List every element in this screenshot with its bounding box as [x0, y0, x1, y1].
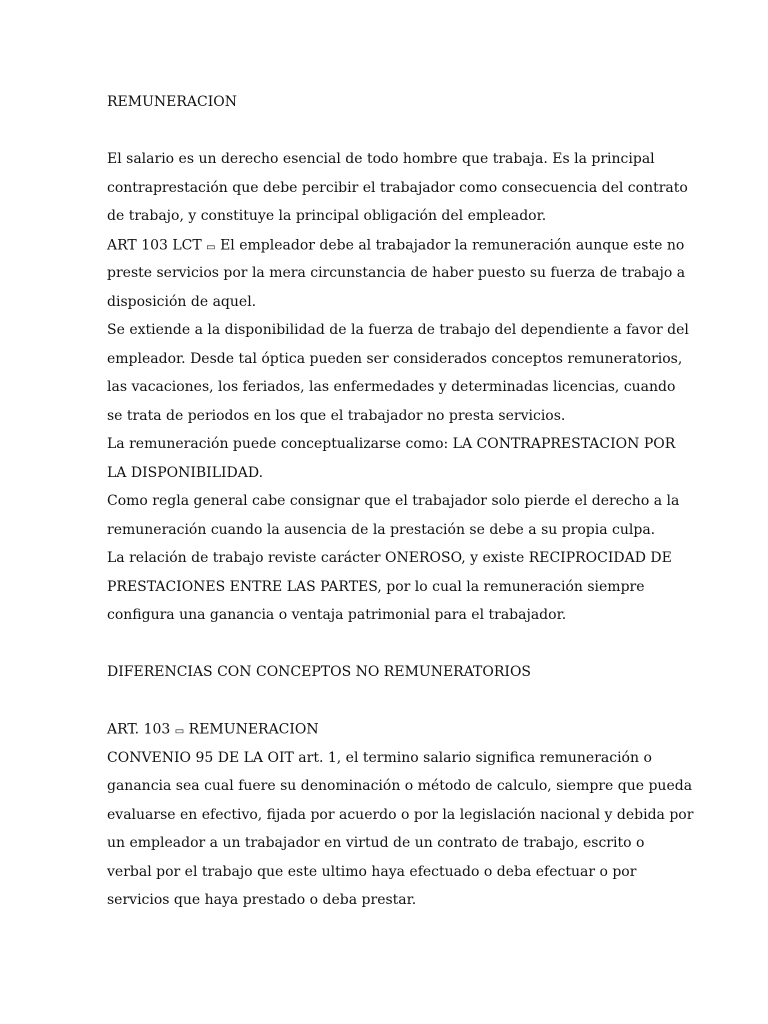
- text-line: El salario es un derecho esencial de todo hombre que trabaja. Es la principal: [107, 151, 655, 167]
- blank-line: [107, 117, 707, 146]
- text-line: disposición de aquel.: [107, 293, 257, 310]
- text-line: configura una ganancia o ventaja patrimonial para el trabajador.: [107, 607, 567, 623]
- text-line: servicios que haya prestado o deba prestar.: [107, 892, 417, 908]
- blank-line: [107, 630, 707, 659]
- text-line: La remuneración puede conceptualizarse como: LA CONTRAPRESTACION POR: [107, 436, 676, 452]
- text-segment: ART. 103: [107, 721, 175, 738]
- text-line: se trata de periodos en los que el trabajador no presta servicios.: [107, 407, 566, 424]
- text-line: preste servicios por la mera circunstancia de haber puesto su fuerza de trabajo a: [107, 265, 686, 281]
- text-segment: El empleador debe al trabajador la remuneración aunque este no: [215, 236, 685, 253]
- text-line: ganancia sea cual fuere su denominación o método de calculo, siempre que pueda: [107, 778, 693, 794]
- text-line: PRESTACIONES ENTRE LAS PARTES, por lo cual la remuneración siempre: [107, 578, 645, 595]
- text-line: de trabajo, y constituye la principal obligación del empleador.: [107, 208, 547, 224]
- text-line: DIFERENCIAS CON CONCEPTOS NO REMUNERATORIOS: [107, 664, 532, 680]
- text-line: Como regla general cabe consignar que el trabajador solo pierde el derecho a la: [107, 493, 680, 509]
- text-line: Se extiende a la disponibilidad de la fuerza de trabajo del dependiente a favor del: [107, 322, 689, 338]
- document-body: [107, 88, 707, 915]
- box-glyph-icon: ▭: [206, 241, 216, 253]
- text-line: contraprestación que debe percibir el trabajador como consecuencia del contrato: [107, 179, 688, 196]
- text-line: REMUNERACION: [107, 94, 237, 110]
- text-line: [107, 231, 707, 260]
- text-line: las vacaciones, los feriados, las enfermedades y determinadas licencias, cuando: [107, 379, 676, 395]
- text-segment: ART 103 LCT: [107, 236, 207, 253]
- text-segment: REMUNERACION: [184, 721, 319, 738]
- text-line: un empleador a un trabajador en virtud de un contrato de trabajo, escrito o: [107, 835, 645, 851]
- text-line: La relación de trabajo reviste carácter ONEROSO, y existe RECIPROCIDAD DE: [107, 550, 672, 566]
- box-glyph-icon: ▭: [174, 726, 185, 737]
- text-line: [107, 715, 707, 744]
- text-line: remuneración cuando la ausencia de la prestación se debe a su propia culpa.: [107, 521, 656, 538]
- text-line: LA DISPONIBILIDAD.: [107, 464, 264, 481]
- text-line: empleador. Desde tal óptica pueden ser considerados conceptos remuneratorios,: [107, 350, 683, 367]
- text-line: verbal por el trabajo que este ultimo haya efectuado o deba efectuar o por: [107, 863, 637, 880]
- text-line: evaluarse en efectivo, fijada por acuerdo o por la legislación nacional y debida por: [107, 806, 694, 823]
- blank-line: [107, 687, 707, 716]
- text-line: CONVENIO 95 DE LA OIT art. 1, el termino salario significa remuneración o: [107, 749, 652, 766]
